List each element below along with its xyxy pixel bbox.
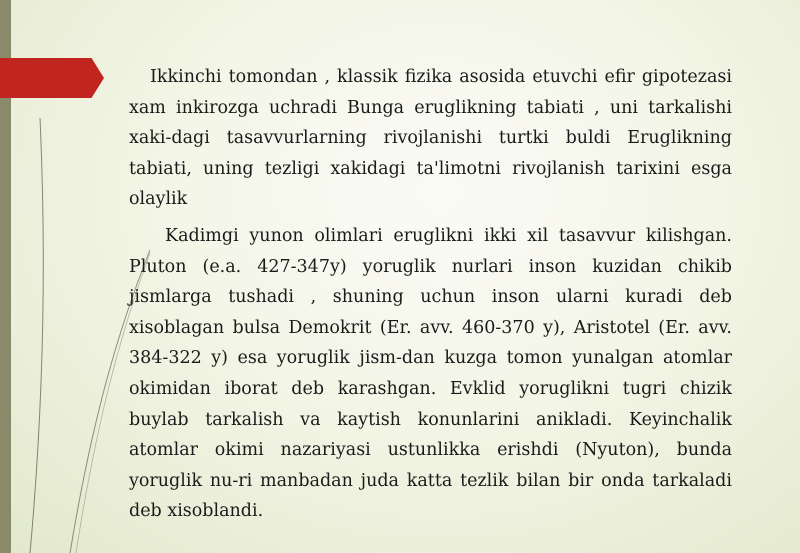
- document-body: [129, 62, 732, 527]
- accent-arrow-shape: [0, 58, 104, 98]
- paragraph-2: Kadimgi yunon olimlari eruglikni ikki xil tasavvur kilishgan. Pluton (e.a. 427-347y) yoruglik nurlari inson kuzidan chikib jismlarga tushadi , shuning uchun inson ularni kuradi deb xisoblagan bulsa Demokrit (Er. avv. 460-370 y), Aristotel (Er. avv. 384-322 y) esa yoruglik jism-dan kuzga tomon yunalgan atomlar okimidan iborat deb karashgan. Evklid yoruglikni tugri chizik buylab tarkalish va kaytish konunlarini anikladi. Keyinchalik atomlar okimi nazariyasi ustunlikka erishdi (Nyuton), bunda yoruglik nu-ri manbadan juda katta tezlik bilan bir onda tarkaladi deb xisoblandi.: [129, 225, 732, 522]
- paragraph-1: Ikkinchi tomondan , klassik fizika asosida etuvchi efir gipotezasi xam inkirozga uchradi Bunga eruglikning tabiati , uni tarkalishi xaki-dagi tasavvurlarning rivojlanishi turtki buldi Eruglikning tabiati, uning tezligi xakidagi ta'limotni rivojlanish tarixini esga olaylik: [129, 67, 732, 210]
